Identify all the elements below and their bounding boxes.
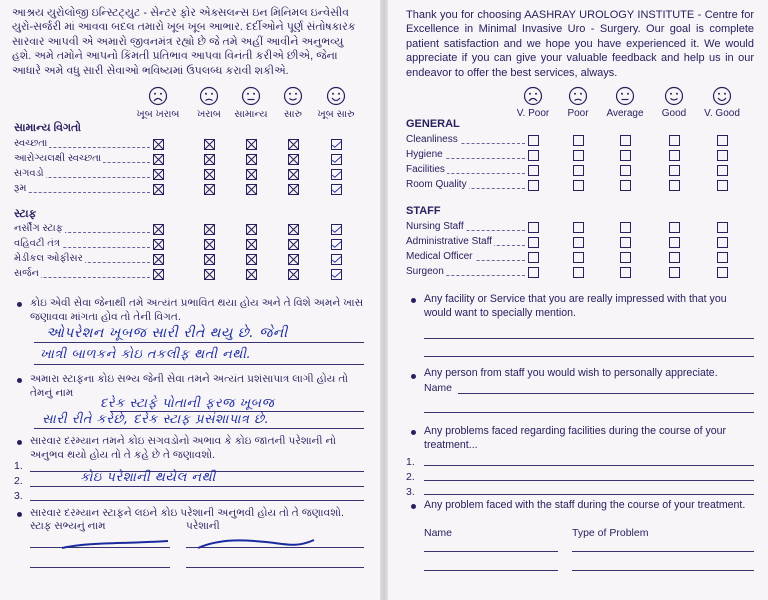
x-mark-icon: [204, 224, 215, 235]
x-mark-icon: [288, 154, 299, 165]
rating-checkbox[interactable]: [331, 139, 342, 150]
rating-checkbox[interactable]: [331, 254, 342, 265]
rating-checkbox[interactable]: [669, 180, 680, 191]
rating-checkbox[interactable]: [204, 139, 215, 150]
rating-checkbox[interactable]: [717, 222, 728, 233]
check-mark-icon: [331, 269, 342, 280]
rating-row: [406, 178, 756, 192]
rating-checkbox[interactable]: [153, 169, 164, 180]
rating-row: [14, 252, 370, 266]
rating-row: [14, 237, 370, 251]
list-number: 3.: [14, 490, 23, 502]
rating-checkbox[interactable]: [246, 224, 257, 235]
answer-line[interactable]: [424, 412, 754, 413]
rating-label: ખૂબ સારુ: [317, 109, 355, 120]
rating-label: સામાન્ય: [234, 109, 268, 120]
staff-name-label-gu: સ્ટાફ સભ્યનું નામ: [30, 520, 106, 532]
neutral-face-icon: [615, 86, 635, 106]
rating-checkbox[interactable]: [331, 169, 342, 180]
rating-checkbox[interactable]: [669, 135, 680, 146]
x-mark-icon: [204, 254, 215, 265]
rating-checkbox[interactable]: [204, 239, 215, 250]
problem-type-line[interactable]: [572, 570, 754, 571]
rating-label: V. Poor: [516, 108, 550, 119]
x-mark-icon: [246, 139, 257, 150]
x-mark-icon: [204, 139, 215, 150]
rating-row: [14, 222, 370, 236]
check-mark-icon: [331, 184, 342, 195]
x-mark-icon: [204, 239, 215, 250]
rating-row: [14, 137, 370, 151]
staff-section-title: STAFF: [406, 205, 441, 217]
answer-line-3[interactable]: [30, 500, 364, 501]
row-label: Facilities: [406, 164, 445, 175]
bullet: [17, 512, 22, 517]
rating-checkbox[interactable]: [153, 239, 164, 250]
x-mark-icon: [288, 184, 299, 195]
list-number: 3.: [406, 486, 415, 498]
rating-checkbox[interactable]: [669, 150, 680, 161]
name-label-2: Name: [424, 527, 453, 539]
rating-label: ખૂબ ખરાબ: [136, 109, 180, 120]
row-label: રૂમ: [14, 183, 27, 194]
answer-line[interactable]: [424, 356, 754, 357]
handwritten-answer-2-line1: દરેક સ્ટાફે પોતાની ફરજ ખૂબજ: [100, 396, 275, 411]
rating-checkbox[interactable]: [331, 154, 342, 165]
x-mark-icon: [246, 154, 257, 165]
rating-checkbox[interactable]: [573, 150, 584, 161]
x-mark-icon: [153, 184, 164, 195]
x-mark-icon: [246, 224, 257, 235]
rating-row: [406, 250, 756, 264]
rating-checkbox[interactable]: [620, 267, 631, 278]
rating-checkbox[interactable]: [246, 254, 257, 265]
row-label: સ્વચ્છતા: [14, 138, 48, 149]
rating-row: [14, 182, 370, 196]
rating-checkbox[interactable]: [573, 222, 584, 233]
bullet: [17, 440, 22, 445]
handwritten-answer-1-line1: ઓપરેશન ખૂબજ સારી રીતે થયુ છે. જેની: [46, 325, 288, 341]
handwritten-answer-3: કોઇ પરેશાની થયેલ નથી: [80, 470, 216, 485]
row-label: Cleanliness: [406, 134, 458, 145]
rating-checkbox[interactable]: [528, 237, 539, 248]
rating-row: [406, 220, 756, 234]
x-mark-icon: [246, 269, 257, 280]
problem-label-gu: પરેશાની: [186, 520, 220, 532]
check-mark-icon: [331, 169, 342, 180]
gujarati-page: [0, 0, 380, 600]
row-label: નર્સીંગ સ્ટાફ: [14, 223, 63, 234]
answer-line[interactable]: [34, 428, 364, 429]
rating-checkbox[interactable]: [246, 169, 257, 180]
rating-checkbox[interactable]: [246, 139, 257, 150]
rating-checkbox[interactable]: [528, 150, 539, 161]
rating-checkbox[interactable]: [620, 237, 631, 248]
bullet: [411, 374, 416, 379]
question-staff-problems: Any problem faced with the staff during the course of your treatment.: [424, 499, 746, 511]
rating-checkbox[interactable]: [620, 150, 631, 161]
rating-checkbox[interactable]: [288, 184, 299, 195]
name-label: Name: [424, 382, 453, 394]
staff-name-line[interactable]: [424, 551, 558, 552]
rating-checkbox[interactable]: [246, 184, 257, 195]
x-mark-icon: [153, 224, 164, 235]
rating-checkbox[interactable]: [153, 224, 164, 235]
x-mark-icon: [288, 224, 299, 235]
question-impressed-gu: કોઇ એવી સેવા જેનાથી તમે અત્યંત પ્રભાવિત થયા હોય અને તે વિશે અમને ખાસ જણાવવા માંગતા હોવ તો તેની વિગત.: [30, 297, 364, 323]
handwritten-answer-1-line2: ખાત્રી બાળકને કોઇ તકલીફ થતી નથી.: [40, 347, 252, 362]
x-mark-icon: [246, 184, 257, 195]
rating-checkbox[interactable]: [573, 165, 584, 176]
rating-checkbox[interactable]: [620, 180, 631, 191]
check-mark-icon: [331, 224, 342, 235]
rating-checkbox[interactable]: [204, 254, 215, 265]
rating-checkbox[interactable]: [528, 222, 539, 233]
x-mark-icon: [153, 269, 164, 280]
rating-checkbox[interactable]: [288, 139, 299, 150]
staff-section-title-gu: સ્ટાફ: [14, 208, 37, 220]
rating-checkbox[interactable]: [620, 222, 631, 233]
question-facility-problems-gu: સારવાર દરમ્યાન તમને કોઇ સગવડોનો અભાવ કે કોઇ જાતની પરેશાની નો અનુભવ થયો હોય તો તે કહે છે તે જણાવશો.: [30, 435, 337, 461]
x-mark-icon: [288, 169, 299, 180]
rating-row: [406, 235, 756, 249]
rating-checkbox[interactable]: [573, 135, 584, 146]
pen-stroke: [196, 536, 316, 554]
answer-line-2[interactable]: [424, 480, 754, 481]
page-fold: [380, 0, 388, 600]
rating-label: સારુ: [284, 109, 302, 120]
check-mark-icon: [331, 154, 342, 165]
x-mark-icon: [153, 239, 164, 250]
rating-checkbox[interactable]: [153, 254, 164, 265]
answer-line[interactable]: [34, 364, 364, 365]
rating-checkbox[interactable]: [288, 169, 299, 180]
rating-label: V. Good: [704, 108, 740, 119]
rating-checkbox[interactable]: [717, 165, 728, 176]
very-happy-face-icon: [712, 86, 732, 106]
rating-checkbox[interactable]: [528, 180, 539, 191]
rating-label: Average: [606, 108, 644, 119]
rating-checkbox[interactable]: [717, 180, 728, 191]
x-mark-icon: [153, 254, 164, 265]
rating-checkbox[interactable]: [288, 269, 299, 280]
check-mark-icon: [331, 139, 342, 150]
rating-row: [406, 163, 756, 177]
list-number: 1.: [14, 460, 23, 472]
rating-checkbox[interactable]: [331, 239, 342, 250]
english-intro-text: Thank you for choosing AASHRAY UROLOGY INSTITUTE - Centre for Excellence in Minimal Invasive Uro - Surgery. Our goal is complete patient satisfaction and we hope you have experienced it. We would appreciate if you can give your valuable feedback and help us in our endeavor to offer the best services, always.: [406, 9, 754, 79]
rating-checkbox[interactable]: [288, 239, 299, 250]
rating-row: [406, 133, 756, 147]
answer-line[interactable]: [424, 338, 754, 339]
rating-checkbox[interactable]: [717, 237, 728, 248]
rating-checkbox[interactable]: [204, 154, 215, 165]
bullet: [17, 378, 22, 383]
happy-face-icon: [283, 86, 303, 106]
leader-line: [14, 192, 150, 193]
staff-name-line[interactable]: [424, 570, 558, 571]
rating-checkbox[interactable]: [573, 252, 584, 263]
list-number: 1.: [406, 456, 415, 468]
x-mark-icon: [204, 184, 215, 195]
row-label: મેડીકલ ઓફીસર: [14, 253, 83, 264]
rating-row: [406, 265, 756, 279]
rating-checkbox[interactable]: [669, 222, 680, 233]
rating-checkbox[interactable]: [620, 252, 631, 263]
x-mark-icon: [246, 254, 257, 265]
rating-checkbox[interactable]: [204, 269, 215, 280]
row-label: સગવડો: [14, 168, 44, 179]
rating-checkbox[interactable]: [717, 252, 728, 263]
rating-row: [14, 267, 370, 281]
x-mark-icon: [288, 254, 299, 265]
rating-checkbox[interactable]: [620, 165, 631, 176]
name-line[interactable]: [458, 393, 754, 394]
problem-type-line[interactable]: [572, 551, 754, 552]
rating-row: [406, 148, 756, 162]
rating-checkbox[interactable]: [528, 165, 539, 176]
question-impressed: Any facility or Service that you are really impressed with that you would want to specially mention.: [424, 293, 727, 319]
rating-checkbox[interactable]: [573, 237, 584, 248]
rating-checkbox[interactable]: [573, 180, 584, 191]
question-facility-problems: Any problems faced regarding facilities during the course of your treatment...: [424, 425, 727, 451]
rating-checkbox[interactable]: [573, 267, 584, 278]
x-mark-icon: [246, 239, 257, 250]
rating-checkbox[interactable]: [246, 269, 257, 280]
x-mark-icon: [153, 154, 164, 165]
rating-checkbox[interactable]: [331, 224, 342, 235]
rating-checkbox[interactable]: [620, 135, 631, 146]
x-mark-icon: [153, 139, 164, 150]
rating-checkbox[interactable]: [717, 150, 728, 161]
rating-checkbox[interactable]: [246, 154, 257, 165]
rating-label: Poor: [567, 108, 589, 119]
row-label: Hygiene: [406, 149, 443, 160]
question-staff-problems-gu: સારવાર દરમ્યાન સ્ટાફને લઇને કોઇ પરેશાની અનુભવી હોય તો તે જણાવશો.: [30, 507, 344, 519]
rating-checkbox[interactable]: [204, 184, 215, 195]
row-label: Room Quality: [406, 179, 467, 190]
question-appreciate: Any person from staff you would wish to personally appreciate.: [424, 367, 718, 379]
row-label: Medical Officer: [406, 251, 473, 262]
rating-checkbox[interactable]: [153, 184, 164, 195]
rating-checkbox[interactable]: [153, 154, 164, 165]
answer-line[interactable]: [34, 342, 364, 343]
list-number: 2.: [14, 475, 23, 487]
row-label: સર્જન: [14, 268, 40, 279]
handwritten-answer-2-line2: સારી રીતે કરેછે, દરેક સ્ટાફ પ્રસંશાપાત્ર છે.: [42, 412, 270, 427]
x-mark-icon: [246, 169, 257, 180]
rating-checkbox[interactable]: [669, 267, 680, 278]
rating-checkbox[interactable]: [717, 267, 728, 278]
pen-stroke: [60, 538, 170, 552]
english-page: [388, 0, 768, 600]
bullet: [411, 430, 416, 435]
answer-line-3[interactable]: [424, 494, 754, 495]
x-mark-icon: [153, 169, 164, 180]
x-mark-icon: [288, 239, 299, 250]
answer-line-2[interactable]: [30, 486, 364, 487]
rating-checkbox[interactable]: [204, 224, 215, 235]
rating-checkbox[interactable]: [528, 135, 539, 146]
rating-checkbox[interactable]: [204, 169, 215, 180]
general-section-title: GENERAL: [406, 118, 460, 130]
rating-checkbox[interactable]: [669, 165, 680, 176]
very-happy-face-icon: [326, 86, 346, 106]
rating-checkbox[interactable]: [528, 267, 539, 278]
rating-checkbox[interactable]: [153, 139, 164, 150]
check-mark-icon: [331, 254, 342, 265]
very-sad-face-icon: [148, 86, 168, 106]
list-number: 2.: [406, 471, 415, 483]
problem-line[interactable]: [186, 567, 364, 568]
check-mark-icon: [331, 239, 342, 250]
rating-checkbox[interactable]: [153, 269, 164, 280]
x-mark-icon: [204, 269, 215, 280]
row-label: Surgeon: [406, 266, 444, 277]
sad-face-icon: [568, 86, 588, 106]
rating-checkbox[interactable]: [669, 252, 680, 263]
row-label: Nursing Staff: [406, 221, 464, 232]
x-mark-icon: [288, 139, 299, 150]
very-sad-face-icon: [523, 86, 543, 106]
rating-checkbox[interactable]: [288, 224, 299, 235]
rating-checkbox[interactable]: [528, 252, 539, 263]
x-mark-icon: [288, 269, 299, 280]
type-of-problem-label: Type of Problem: [572, 527, 649, 539]
bullet: [411, 504, 416, 509]
neutral-face-icon: [241, 86, 261, 106]
rating-checkbox[interactable]: [669, 237, 680, 248]
general-section-title-gu: સામાન્ય વિગતો: [14, 122, 82, 134]
rating-label: ખરાબ: [197, 109, 221, 120]
question-appreciate-gu: અમારા સ્ટાફના કોઇ સભ્ય જેની સેવા તમને અત્યંત પ્રશંસાપાત્ર લાગી હોય તો તેમનું નામ: [30, 373, 349, 399]
sad-face-icon: [199, 86, 219, 106]
rating-checkbox[interactable]: [246, 239, 257, 250]
x-mark-icon: [204, 169, 215, 180]
row-label: આરોગ્યલક્ષી સ્વચ્છતા: [14, 153, 102, 164]
rating-checkbox[interactable]: [288, 154, 299, 165]
rating-row: [14, 167, 370, 181]
bullet: [411, 298, 416, 303]
rating-label: Good: [661, 108, 687, 119]
bullet: [17, 302, 22, 307]
rating-row: [14, 152, 370, 166]
rating-checkbox[interactable]: [331, 269, 342, 280]
rating-checkbox[interactable]: [717, 135, 728, 146]
rating-checkbox[interactable]: [331, 184, 342, 195]
row-label: Administrative Staff: [406, 236, 492, 247]
rating-checkbox[interactable]: [288, 254, 299, 265]
staff-name-line[interactable]: [30, 567, 170, 568]
answer-line-1[interactable]: [424, 465, 754, 466]
row-label: વહિવટી તંત્ર: [14, 238, 61, 249]
happy-face-icon: [664, 86, 684, 106]
x-mark-icon: [204, 154, 215, 165]
gujarati-intro-text: આશ્રય યુરોલોજી ઇન્સ્ટિટ્યુટ - સેન્ટર ફોર એક્સલન્સ ઇન મિનિમલ ઇન્વેસીવ યુરો-સર્જરી માં આવવા બદલ તમારો ખૂબ ખૂબ આભાર. દર્દીઓને પૂર્ણ સંતોષકારક સારવાર આપવી એ અમારો જીવનમંત્ર રહ્યો છે જે તમે અહીં આવીને અનુભવ્યુ હશે. અમે તમોને આપનો કિંમતી પ્રતિભાવ આપવા વિનંતી કરીએ છીએ, જેના આધારે અમે વધુ સારી સેવાઓ ભવિષ્યમાં ઉપલબ્ધ કરાવી શકીએ.: [12, 7, 356, 77]
